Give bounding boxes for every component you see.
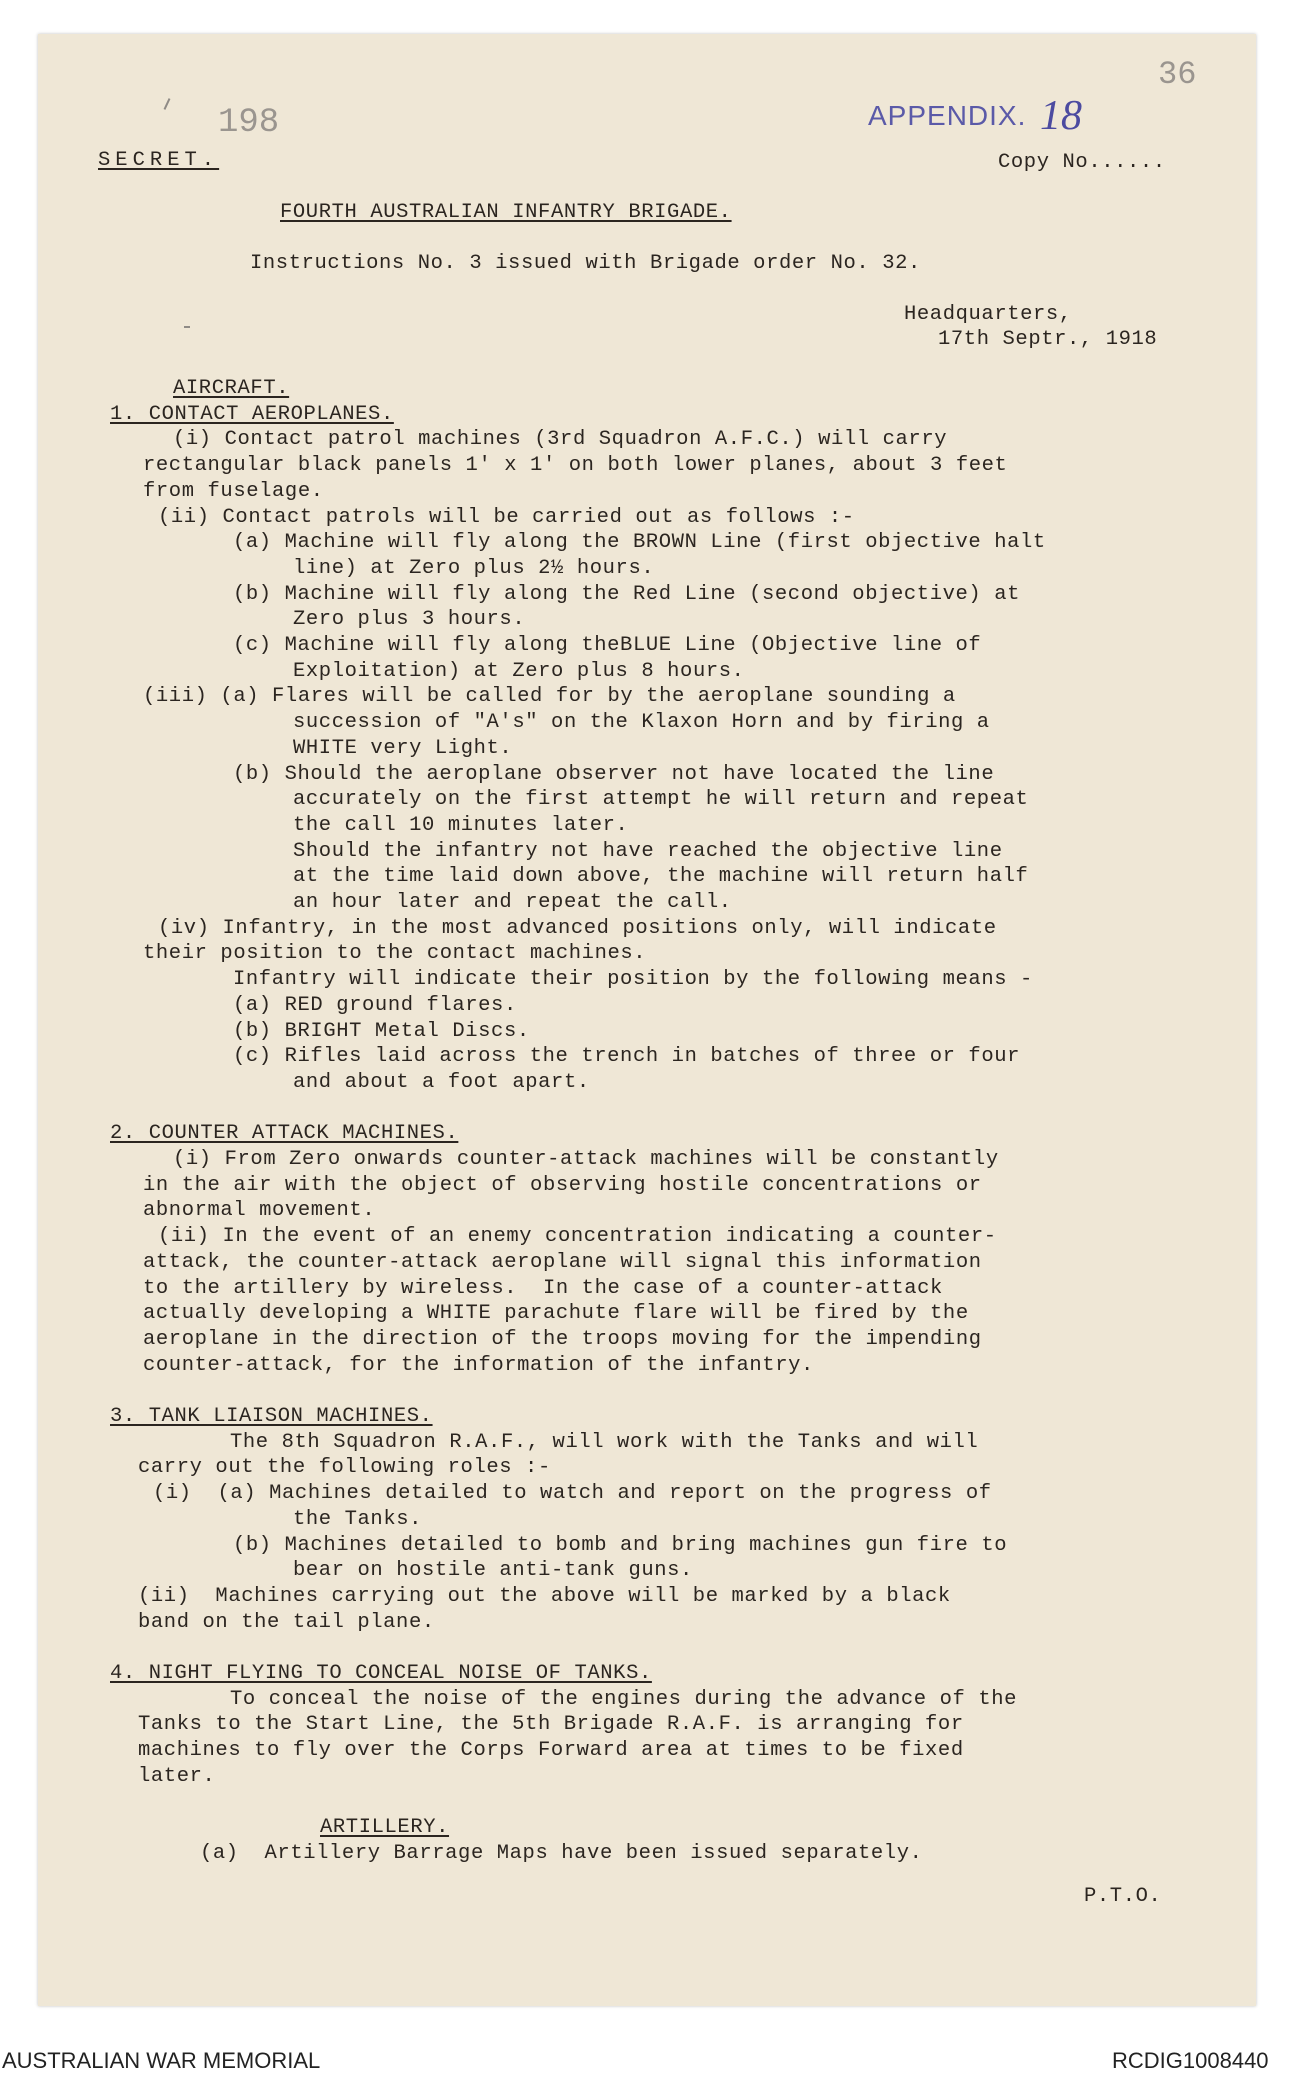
pto-note: P.T.O. <box>1084 1885 1162 1908</box>
body-line: to the artillery by wireless. In the case of a counter-attack <box>143 1276 943 1300</box>
pencil-page-number: 198 <box>218 104 280 142</box>
body-line: (c) Machine will fly along theBLUE Line (Objective line of <box>233 634 982 657</box>
body-line: their position to the contact machines. <box>143 942 647 966</box>
body-line: Should the infantry not have reached the objective line <box>293 839 1003 863</box>
body-line: (b) BRIGHT Metal Discs. <box>233 1019 530 1043</box>
body-line: Exploitation) at Zero plus 8 hours. <box>293 659 745 683</box>
body-line: (b) Machine will fly along the Red Line (second objective) at <box>233 582 1021 606</box>
body-line: (iii) (a) Flares will be called for by the aeroplane sounding a <box>143 685 956 709</box>
instructions-subtitle: Instructions No. 3 issued with Brigade order No. 32. <box>250 252 921 275</box>
body-line: band on the tail plane. <box>138 1610 435 1634</box>
body-line: line) at Zero plus 2½ hours. <box>293 556 655 580</box>
body-line: attack, the counter-attack aeroplane will signal this information <box>143 1250 982 1274</box>
body-line: (ii) Machines carrying out the above will be marked by a black <box>138 1584 951 1608</box>
section-heading: 3. TANK LIAISON MACHINES. <box>110 1405 433 1428</box>
document-date: 17th Septr., 1918 <box>938 328 1158 351</box>
appendix-number-handwritten: 18 <box>1040 93 1082 139</box>
body-line: machines to fly over the Corps Forward area at times to be fixed <box>138 1739 964 1763</box>
body-line: an hour later and repeat the call. <box>293 891 732 914</box>
document-title: FOURTH AUSTRALIAN INFANTRY BRIGADE. <box>280 201 732 224</box>
body-line: and about a foot apart. <box>293 1070 590 1094</box>
section-heading: ARTILLERY. <box>320 1816 450 1840</box>
section-heading: 1. CONTACT AEROPLANES. <box>110 402 394 426</box>
body-line: Zero plus 3 hours. <box>293 608 526 632</box>
body-line: rectangular black panels 1' x 1' on both lower planes, about 3 feet <box>143 454 1008 478</box>
corner-folio-number: 36 <box>1158 56 1197 93</box>
body-line: (a) Machine will fly along the BROWN Line (first objective halt <box>233 531 1046 555</box>
body-line: bear on hostile anti-tank guns. <box>293 1559 693 1583</box>
secret-label: SECRET. <box>98 149 220 172</box>
body-line: (a) RED ground flares. <box>233 993 517 1017</box>
body-line: counter-attack, for the information of the infantry. <box>143 1353 814 1377</box>
pencil-tick-mark <box>184 326 190 328</box>
body-line: from fuselage. <box>143 479 324 503</box>
body-line: the Tanks. <box>293 1507 423 1531</box>
body-line: the call 10 minutes later. <box>293 813 629 837</box>
appendix-stamp: APPENDIX. <box>868 100 1027 131</box>
body-line: To conceal the noise of the engines during the advance of the <box>230 1687 1018 1711</box>
body-line: (a) Artillery Barrage Maps have been issued separately. <box>200 1841 923 1865</box>
body-line: abnormal movement. <box>143 1199 376 1223</box>
headquarters-label: Headquarters, <box>904 303 1072 326</box>
body-line: (ii) In the event of an enemy concentration indicating a counter- <box>158 1225 997 1249</box>
footer-institution: AUSTRALIAN WAR MEMORIAL <box>2 2048 321 2073</box>
body-line: The 8th Squadron R.A.F., will work with the Tanks and will <box>230 1430 979 1454</box>
section-heading: 2. COUNTER ATTACK MACHINES. <box>110 1122 459 1146</box>
pencil-tick-mark <box>164 98 171 110</box>
body-line: (i) From Zero onwards counter-attack machines will be constantly <box>173 1148 999 1171</box>
body-line: carry out the following roles :- <box>138 1456 551 1480</box>
copy-number: Copy No...... <box>998 151 1166 174</box>
body-line: Tanks to the Start Line, the 5th Brigade R.A.F. is arranging for <box>138 1713 964 1737</box>
body-line: (i) Contact patrol machines (3rd Squadron A.F.C.) will carry <box>173 428 948 452</box>
body-line: Infantry will indicate their position by the following means - <box>233 968 1033 992</box>
section-heading: 4. NIGHT FLYING TO CONCEAL NOISE OF TANKS. <box>110 1662 652 1685</box>
body-line: (b) Machines detailed to bomb and bring machines gun fire to <box>233 1533 1008 1557</box>
section-heading: AIRCRAFT. <box>173 377 290 400</box>
body-line: in the air with the object of observing hostile concentrations or <box>143 1173 982 1197</box>
body-line: aeroplane in the direction of the troops moving for the impending <box>143 1327 982 1351</box>
footer-item-id: RCDIG1008440 <box>1112 2048 1269 2073</box>
body-line: accurately on the first attempt he will return and repeat <box>293 788 1029 812</box>
body-line: (i) (a) Machines detailed to watch and report on the progress of <box>153 1482 992 1506</box>
body-line: WHITE very Light. <box>293 736 513 760</box>
body-line: actually developing a WHITE parachute flare will be fired by the <box>143 1302 969 1326</box>
body-line: (c) Rifles laid across the trench in batches of three or four <box>233 1045 1021 1069</box>
body-line: (iv) Infantry, in the most advanced positions only, will indicate <box>158 916 997 940</box>
body-line: (ii) Contact patrols will be carried out as follows :- <box>158 505 855 529</box>
body-line: at the time laid down above, the machine will return half <box>293 865 1029 889</box>
body-line: succession of "A's" on the Klaxon Horn and by firing a <box>293 711 990 735</box>
body-line: (b) Should the aeroplane observer not have located the line <box>233 762 995 786</box>
body-line: later. <box>138 1764 216 1788</box>
